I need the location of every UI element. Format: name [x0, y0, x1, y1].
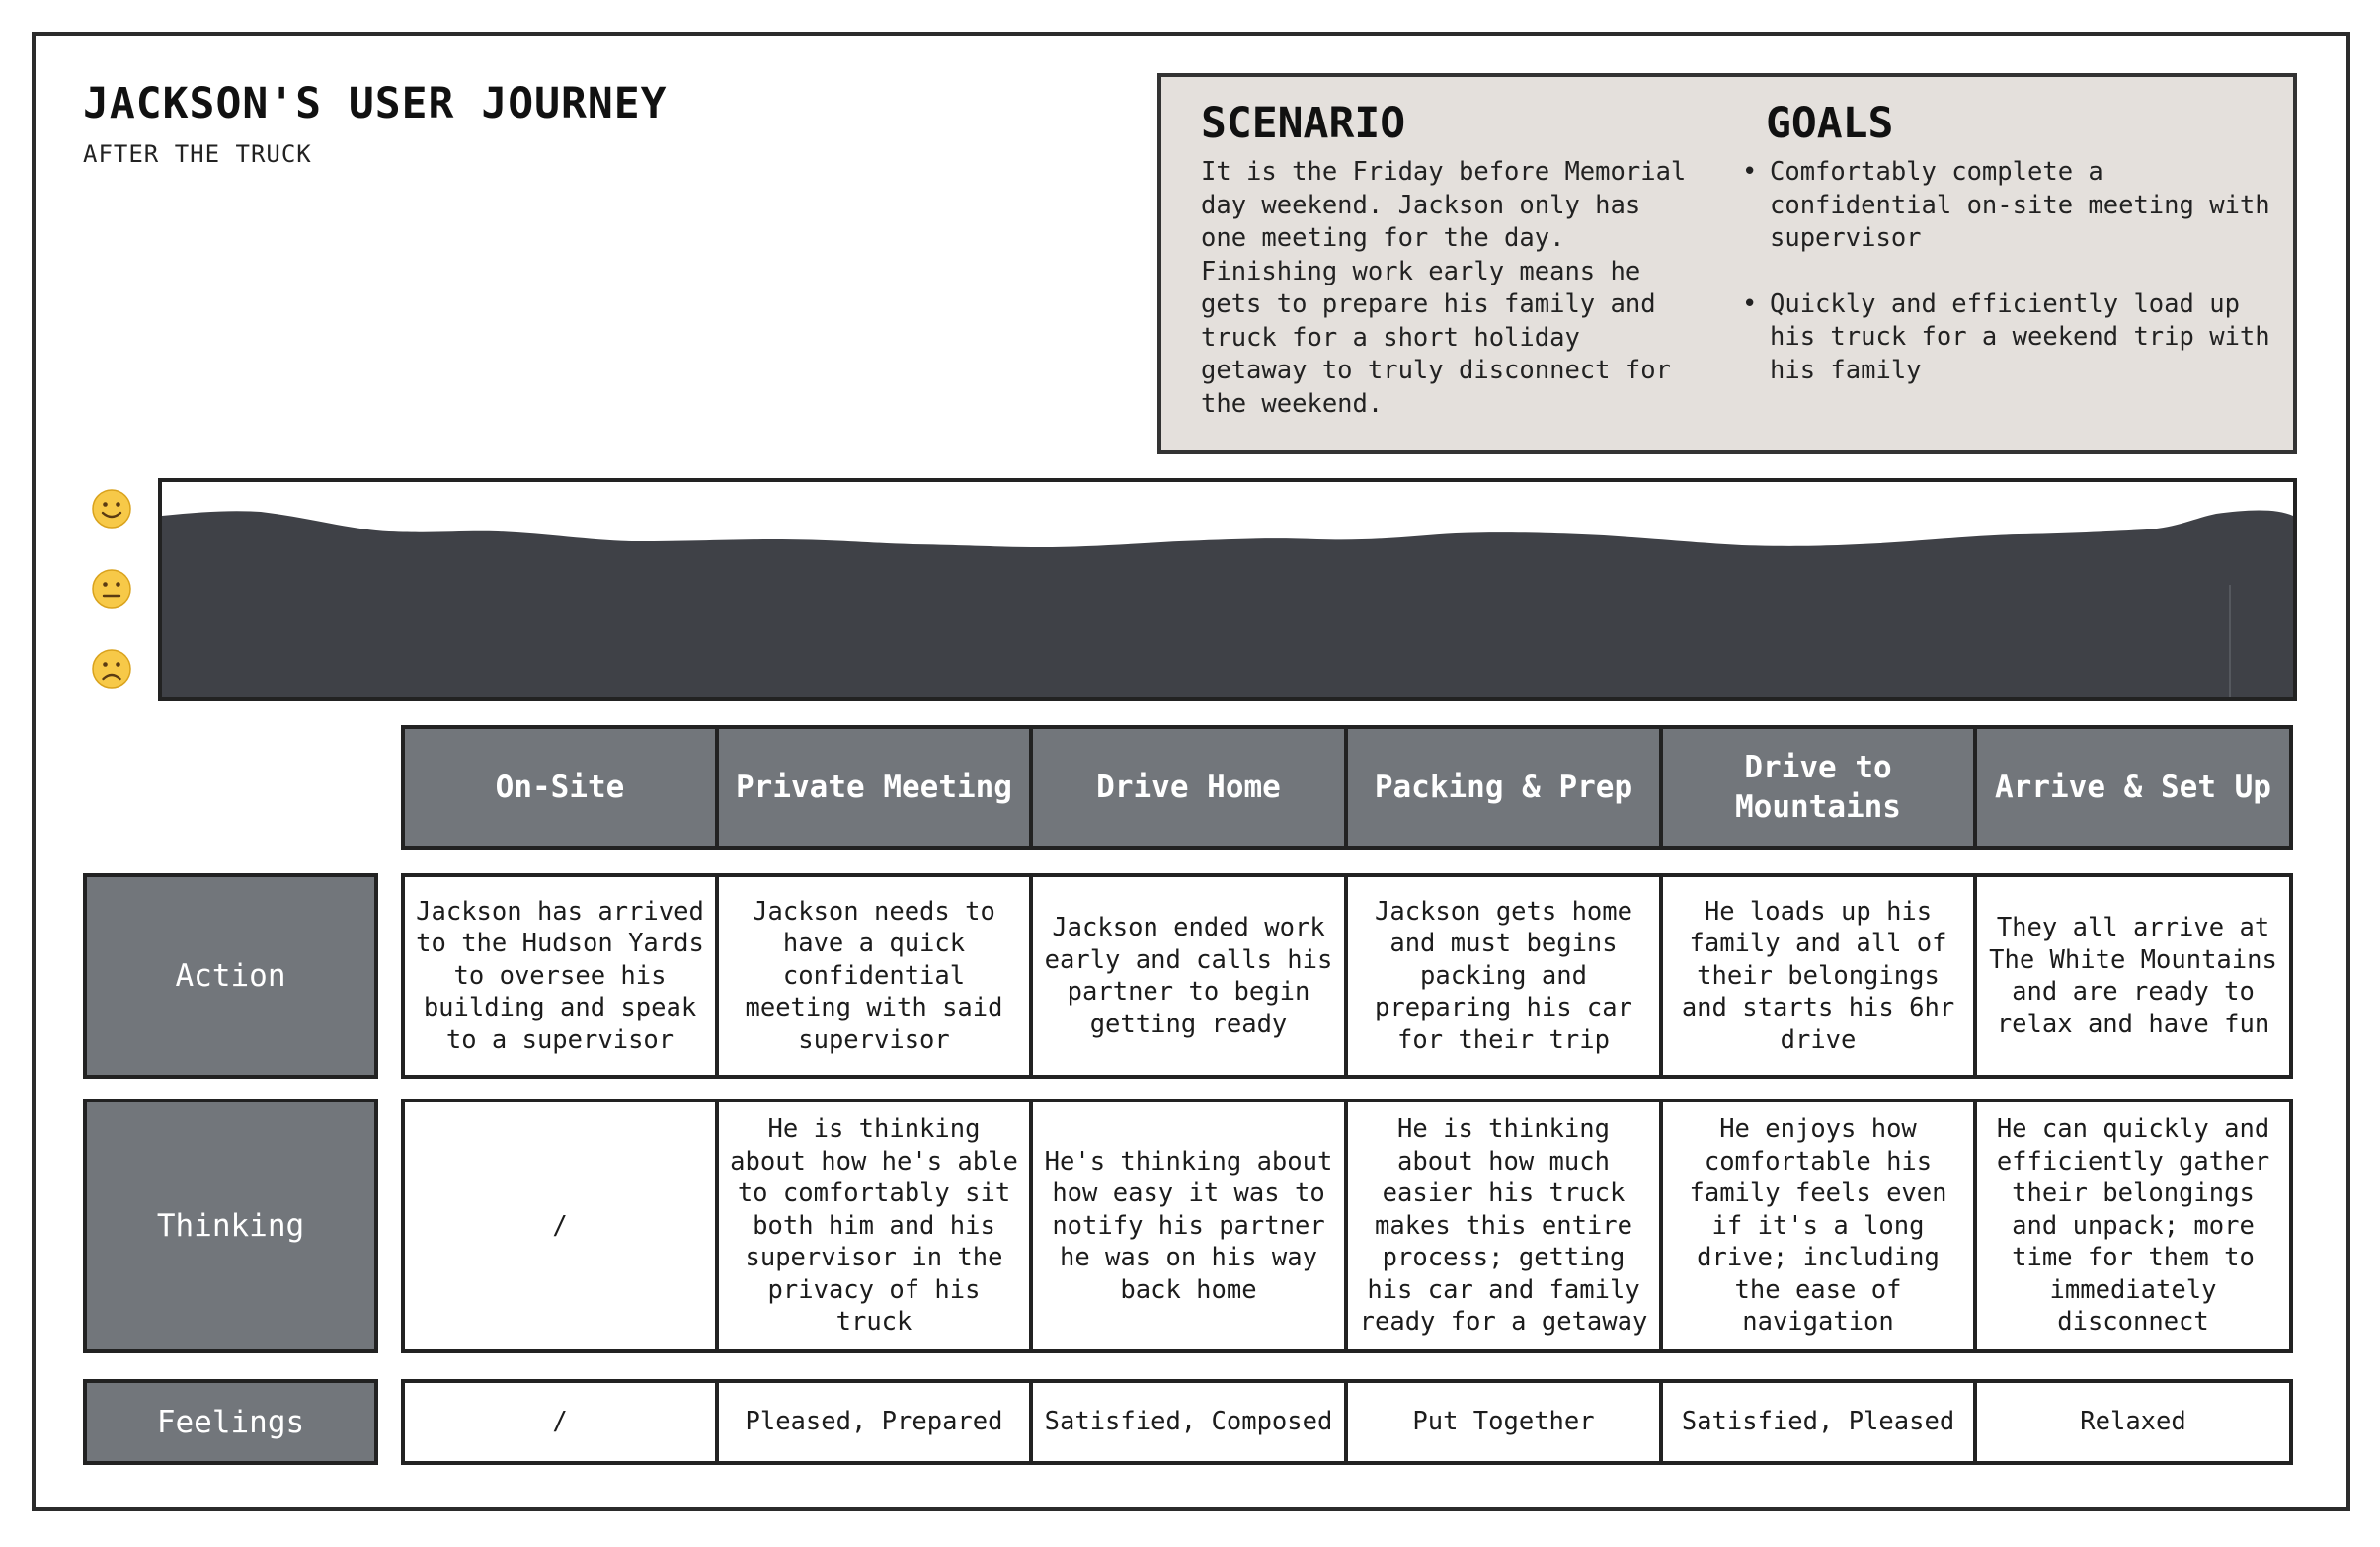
emotion-curve-graph: [158, 478, 2297, 701]
stage-header-packing-prep: Packing & Prep: [1344, 725, 1663, 850]
stage-header-drive-to-mountains: Drive to Mountains: [1659, 725, 1977, 850]
stage-header-private-meeting: Private Meeting: [715, 725, 1033, 850]
action-cell: Jackson needs to have a quick confidential meeting with said supervisor: [715, 873, 1033, 1079]
feelings-cell: /: [401, 1379, 719, 1465]
bullet-icon: •: [1742, 157, 1758, 187]
thinking-cell: He is thinking about how he's able to comfortably sit both him and his supervisor in the privacy of his truck: [715, 1099, 1033, 1353]
goals-list: [1742, 156, 2275, 420]
thinking-cell: He's thinking about how easy it was to notify his partner he was on his way back home: [1029, 1099, 1348, 1353]
row-header-thinking: Thinking: [83, 1099, 378, 1353]
action-cell: Jackson ended work early and calls his partner to begin getting ready: [1029, 873, 1348, 1079]
sad-face-icon: [91, 648, 132, 690]
action-cell: Jackson has arrived to the Hudson Yards to oversee his building and speak to a supervisor: [401, 873, 719, 1079]
goal-item-text: Comfortably complete a confidential on-site meeting with supervisor: [1770, 157, 2270, 253]
row-header-feelings: Feelings: [83, 1379, 378, 1465]
scenario-text: It is the Friday before Memorial day weekend. Jackson only has one meeting for the day. Finishing work early means he gets to prepare his family and truck for a short holiday getaway to truly disconnect for the weekend.: [1201, 157, 1687, 419]
goal-item-text: Quickly and efficiently load up his truck for a weekend trip with his family: [1770, 288, 2270, 385]
bullet-icon: •: [1742, 288, 1758, 319]
stage-header-arrive-set-up: Arrive & Set Up: [1973, 725, 2293, 850]
action-cell: He loads up his family and all of their belongings and starts his 6hr drive: [1659, 873, 1977, 1079]
page-subtitle: AFTER THE TRUCK: [83, 140, 312, 168]
scenario-goals-panel: [1157, 73, 2297, 454]
happy-face-icon: [91, 488, 132, 529]
stage-header-drive-home: Drive Home: [1029, 725, 1348, 850]
stage-header-on-site: On-Site: [401, 725, 719, 850]
thinking-cell: He is thinking about how much easier his truck makes this entire process; getting his car and family ready for a getaway: [1344, 1099, 1663, 1353]
goal-item: [1742, 288, 2275, 388]
emotion-curve-svg: [162, 482, 2293, 697]
feelings-cell: Satisfied, Pleased: [1659, 1379, 1977, 1465]
thinking-cell: He enjoys how comfortable his family feels even if it's a long drive; including the ease of navigation: [1659, 1099, 1977, 1353]
scenario-heading: SCENARIO: [1201, 99, 1406, 148]
thinking-cell: He can quickly and efficiently gather their belongings and unpack; more time for them to immediately disconnect: [1973, 1099, 2293, 1353]
action-cell: Jackson gets home and must begins packing and preparing his car for their trip: [1344, 873, 1663, 1079]
feelings-cell: Pleased, Prepared: [715, 1379, 1033, 1465]
row-header-action: Action: [83, 873, 378, 1079]
emotion-curve-area: [162, 511, 2293, 698]
page-title: JACKSON'S USER JOURNEY: [83, 79, 668, 128]
goal-item: [1742, 156, 2275, 256]
action-cell: They all arrive at The White Mountains and are ready to relax and have fun: [1973, 873, 2293, 1079]
feelings-cell: Put Together: [1344, 1379, 1663, 1465]
thinking-cell: /: [401, 1099, 719, 1353]
feelings-cell: Satisfied, Composed: [1029, 1379, 1348, 1465]
feelings-cell: Relaxed: [1973, 1379, 2293, 1465]
goals-heading: GOALS: [1766, 99, 1894, 148]
neutral-face-icon: [91, 568, 132, 610]
